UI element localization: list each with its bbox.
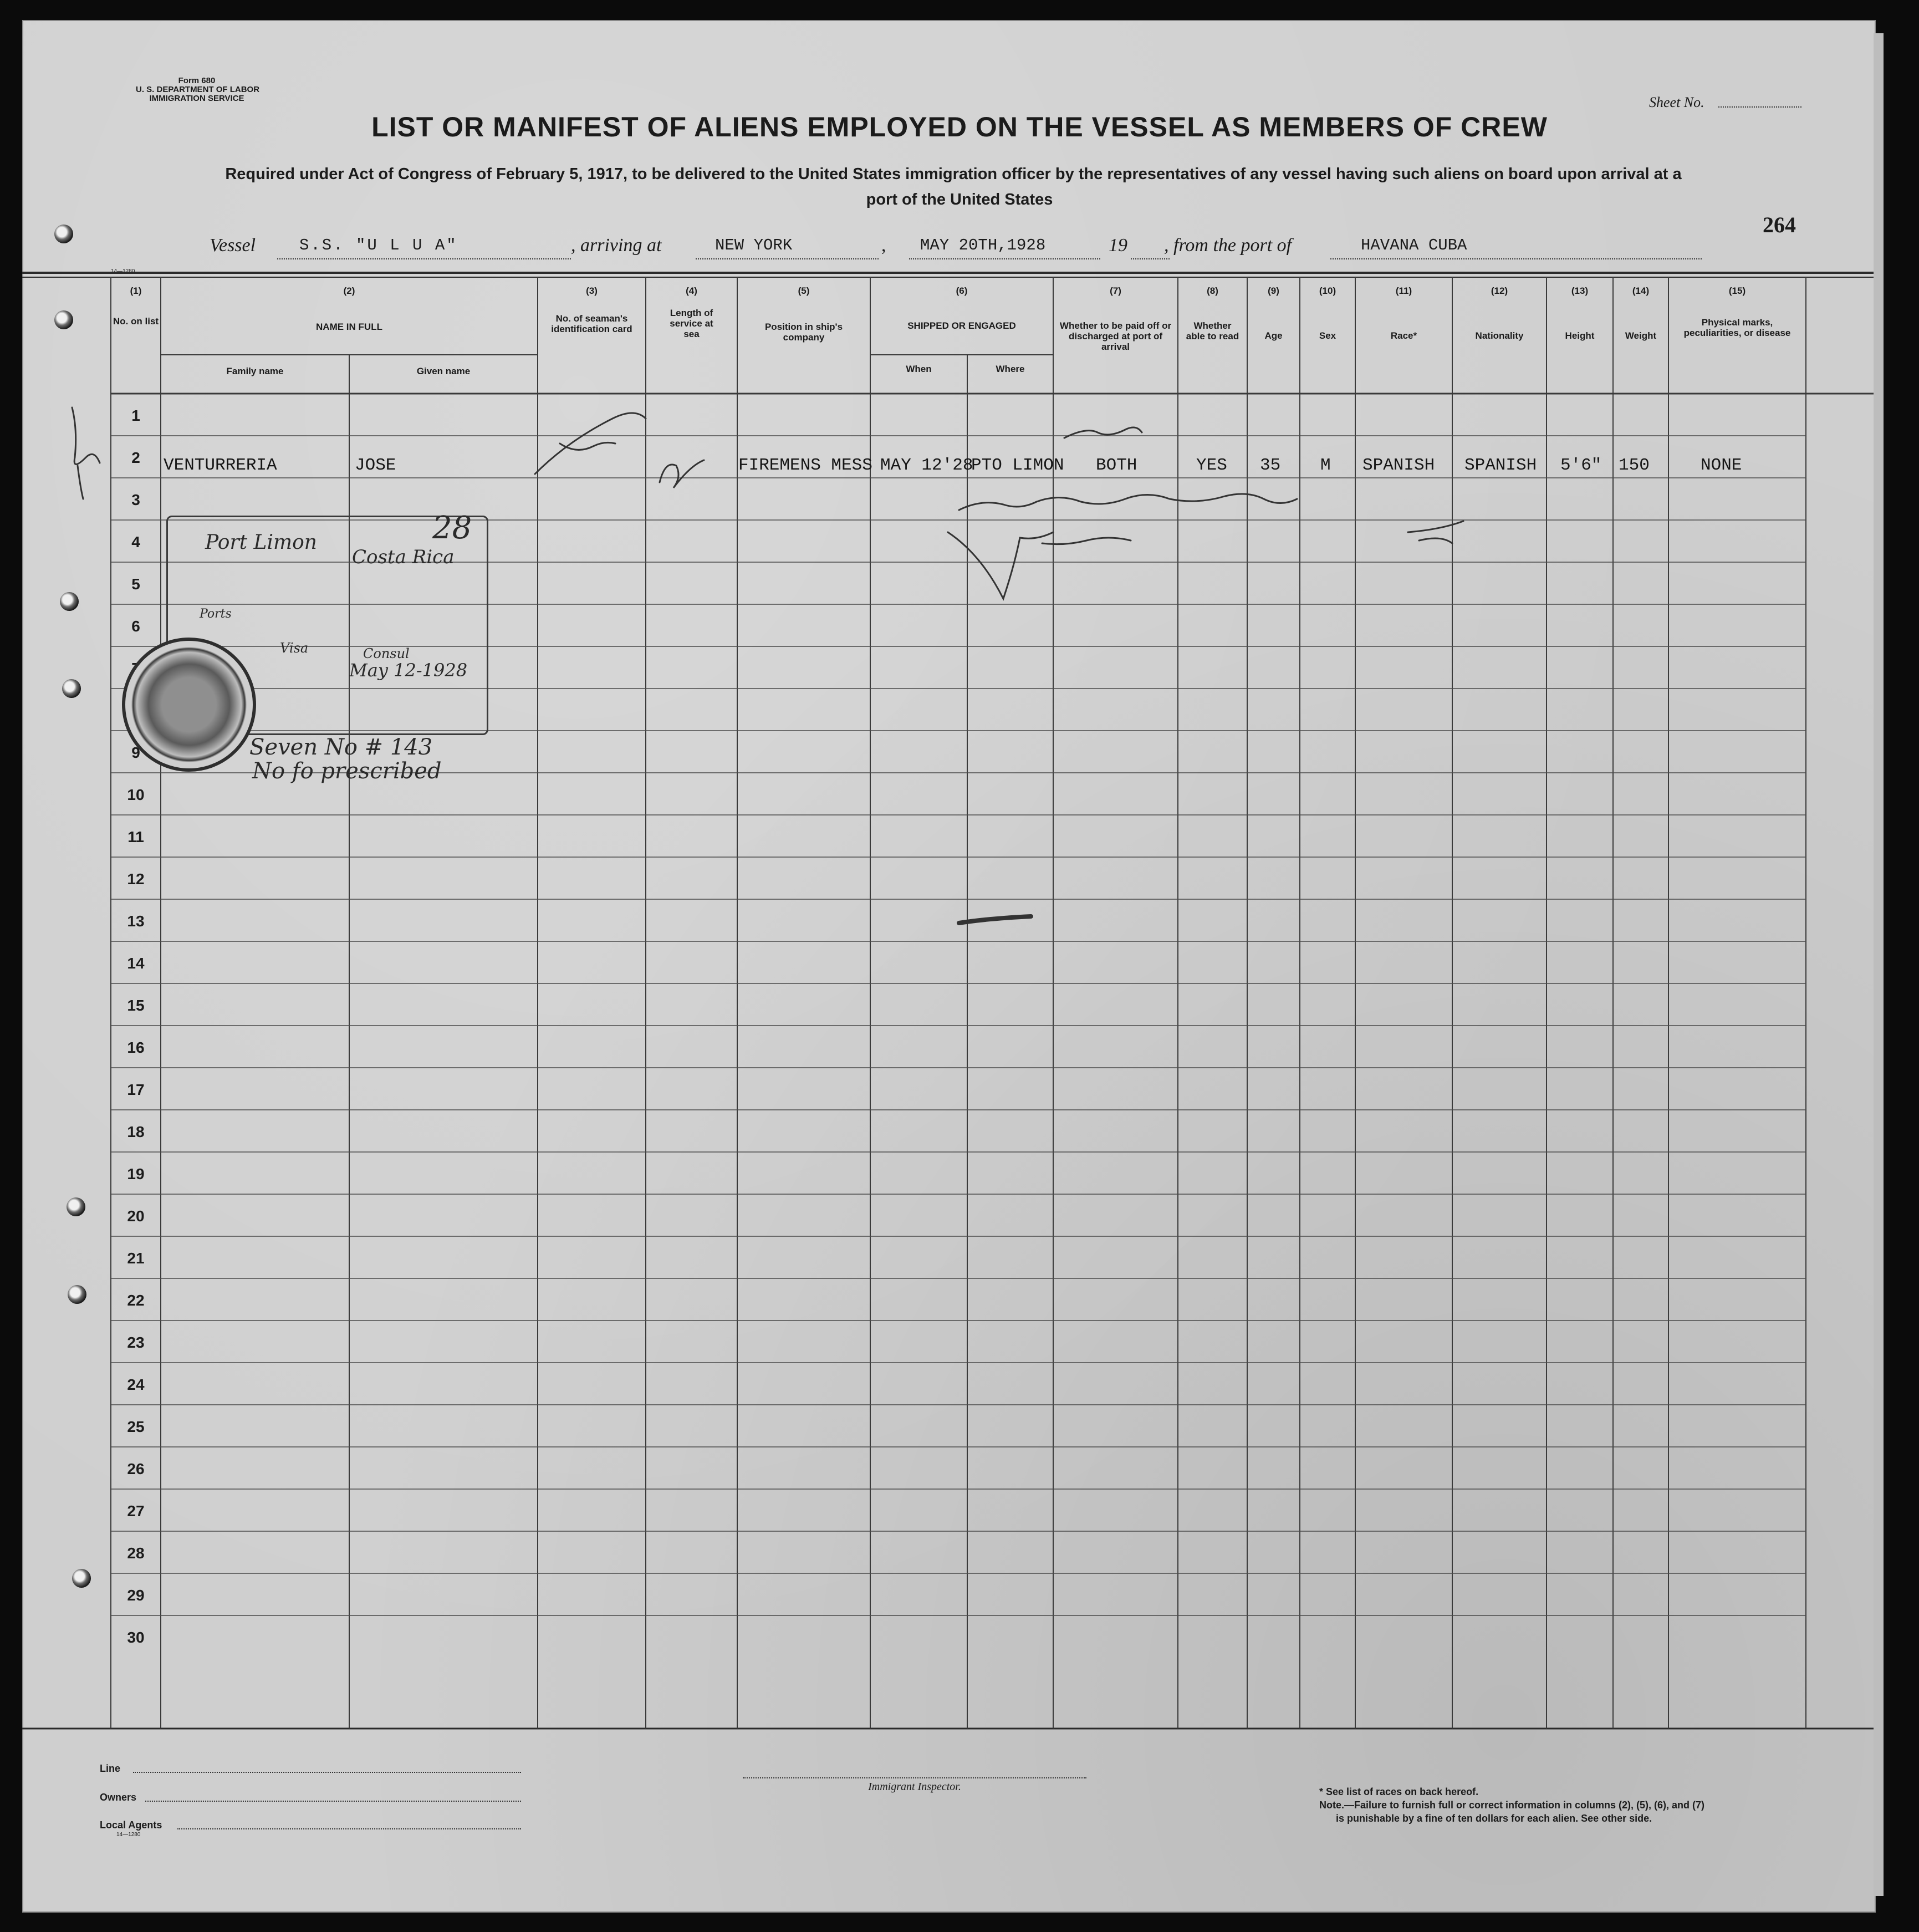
row-number: 5 [131, 575, 140, 593]
footer-code: 14—1280 [116, 1832, 141, 1838]
row-number: 24 [127, 1376, 145, 1393]
inspector-line [743, 1777, 1086, 1778]
col3-num: (3) [586, 286, 598, 296]
footer-line-label: Line [100, 1763, 121, 1774]
col8-label: Whether able to read [1186, 320, 1239, 341]
footer-note1: * See list of races on back hereof. [1319, 1786, 1479, 1797]
entry-read: YES [1196, 456, 1227, 475]
row-number: 4 [131, 533, 140, 550]
subtitle-line1: Required under Act of Congress of February 5, 1917, to be delivered to the United States immigration officer by the representatives of any vessel having such aliens on board upon arrival at a [225, 165, 1682, 183]
col12-num: (12) [1491, 286, 1508, 296]
row-number: 28 [127, 1544, 145, 1562]
row-number: 19 [127, 1165, 145, 1182]
col2-label: NAME IN FULL [316, 322, 382, 332]
entry-when: MAY 12'28 [880, 456, 973, 475]
service-scribble [660, 460, 704, 488]
arriving-label: , arriving at [571, 235, 662, 256]
entry-height: 5'6" [1560, 456, 1602, 475]
stamp-note2: No fo prescribed [252, 758, 442, 784]
entry-sex: M [1320, 456, 1331, 475]
row-number: 14 [127, 955, 145, 972]
entry-family-name: VENTURRERIA [164, 456, 277, 475]
row-number: 16 [127, 1039, 145, 1056]
col6-when: When [906, 364, 932, 374]
footer-note3: is punishable by a fine of ten dollars for each alien. See other side. [1336, 1813, 1652, 1824]
entry-weight: 150 [1619, 456, 1650, 475]
entry-given-name: JOSE [355, 456, 396, 475]
inspector-label: Immigrant Inspector. [868, 1781, 961, 1793]
col6-num: (6) [956, 286, 968, 296]
subtitle-line2: port of the United States [866, 191, 1053, 208]
col2-family: Family name [226, 366, 284, 376]
signature-scribble [959, 494, 1297, 510]
col6-where: Where [996, 364, 1025, 374]
row-number: 15 [127, 997, 145, 1014]
signature-scribble [948, 521, 1463, 599]
row-number: 30 [127, 1629, 145, 1646]
entry-position: FIREMENS MESS [738, 456, 872, 475]
col1-label: No. on list [113, 316, 159, 327]
col2-num: (2) [343, 286, 355, 296]
consular-seal [122, 638, 256, 772]
row-number: 22 [127, 1292, 145, 1309]
stamp-note1: Seven No # 143 [249, 735, 433, 760]
stamp-ports: Ports [200, 607, 232, 621]
row-number: 23 [127, 1334, 145, 1351]
stamp-place: Port Limon [205, 531, 317, 554]
entry-marks: NONE [1701, 456, 1742, 475]
voyage-date: MAY 20TH,1928 [920, 236, 1046, 254]
col11-num: (11) [1395, 286, 1412, 296]
form-number: Form 680 [178, 76, 216, 85]
department: U. S. DEPARTMENT OF LABOR [136, 85, 260, 94]
entry-age: 35 [1260, 456, 1281, 475]
page-title: LIST OR MANIFEST OF ALIENS EMPLOYED ON THE VESSEL AS MEMBERS OF CREW [371, 111, 1548, 142]
row-number: 25 [127, 1418, 145, 1435]
col4-label: Length of service at sea [670, 308, 713, 339]
entry-race: SPANISH [1362, 456, 1435, 475]
arriving-at: NEW YORK [715, 236, 793, 254]
col7-label: Whether to be paid off or discharged at port of arrival [1059, 320, 1172, 352]
stamp-country: Costa Rica [352, 546, 455, 568]
col11-label: Race* [1390, 330, 1417, 341]
col10-num: (10) [1319, 286, 1336, 296]
footer-note2: Note.—Failure to furnish full or correct information in columns (2), (5), (6), and (7) [1319, 1800, 1705, 1811]
row-number: 1 [131, 407, 140, 424]
stamp-number: 28 [432, 510, 472, 546]
footer-line-field [133, 1772, 521, 1773]
col10-label: Sex [1319, 330, 1336, 341]
entry-paid-off: BOTH [1096, 456, 1137, 475]
col2-given: Given name [416, 366, 471, 376]
footer-owners-field [145, 1801, 521, 1802]
service: IMMIGRATION SERVICE [149, 94, 244, 103]
row-number: 9 [131, 744, 140, 761]
footer-agents-field [177, 1828, 521, 1829]
row-number: 27 [127, 1502, 145, 1520]
row-number: 11 [127, 828, 144, 845]
row-number: 10 [127, 786, 145, 803]
page-number: 264 [1763, 212, 1796, 237]
col7-num: (7) [1110, 286, 1121, 296]
entry-where: PTO LIMON [971, 456, 1064, 475]
row-number: 29 [127, 1587, 145, 1604]
row-number: 6 [131, 618, 140, 635]
id-scribble [535, 413, 646, 474]
paid-scribble [1064, 427, 1142, 438]
row-number: 13 [127, 913, 145, 930]
col15-num: (15) [1728, 286, 1746, 296]
stamp-visa: Visa [280, 640, 309, 656]
check-mark [72, 407, 100, 499]
col12-label: Nationality [1475, 330, 1524, 341]
stamp-date: May 12-1928 [349, 660, 468, 681]
footer-owners-label: Owners [100, 1792, 137, 1803]
col13-num: (13) [1571, 286, 1589, 296]
col15-label: Physical marks, peculiarities, or disease [1683, 317, 1791, 338]
row-number: 17 [127, 1081, 145, 1098]
row-number: 18 [127, 1123, 145, 1140]
footer-agents-label: Local Agents [100, 1819, 162, 1831]
col9-label: Age [1264, 330, 1283, 341]
col9-num: (9) [1268, 286, 1279, 296]
ink-dash [959, 916, 1031, 923]
year-label: 19 [1109, 235, 1127, 256]
row-number: 3 [131, 491, 140, 508]
sheet-label: Sheet No. [1649, 94, 1704, 110]
col4-num: (4) [686, 286, 697, 296]
col14-label: Weight [1625, 330, 1657, 341]
vessel-name: S.S. "U L U A" [299, 236, 458, 254]
row-number: 26 [127, 1460, 145, 1477]
from-label: , from the port of [1164, 235, 1292, 256]
from-port: HAVANA CUBA [1361, 236, 1467, 254]
col14-num: (14) [1632, 286, 1650, 296]
col5-label: Position in ship's company [764, 322, 843, 343]
comma: , [881, 235, 886, 256]
row-number: 12 [127, 870, 145, 888]
vessel-label: Vessel [210, 235, 256, 256]
stamp-consul: Consul [363, 646, 410, 661]
col3-label: No. of seaman's identification card [551, 313, 632, 334]
row-number: 20 [127, 1207, 145, 1225]
col6-label: SHIPPED OR ENGAGED [907, 320, 1016, 331]
col5-num: (5) [798, 286, 810, 296]
entry-nationality: SPANISH [1464, 456, 1537, 475]
row-number: 2 [131, 449, 140, 466]
form-code: 14—1280 [111, 268, 135, 274]
col8-num: (8) [1207, 286, 1218, 296]
col1-num: (1) [130, 286, 142, 296]
row-number: 21 [127, 1250, 145, 1267]
col13-label: Height [1565, 330, 1595, 341]
